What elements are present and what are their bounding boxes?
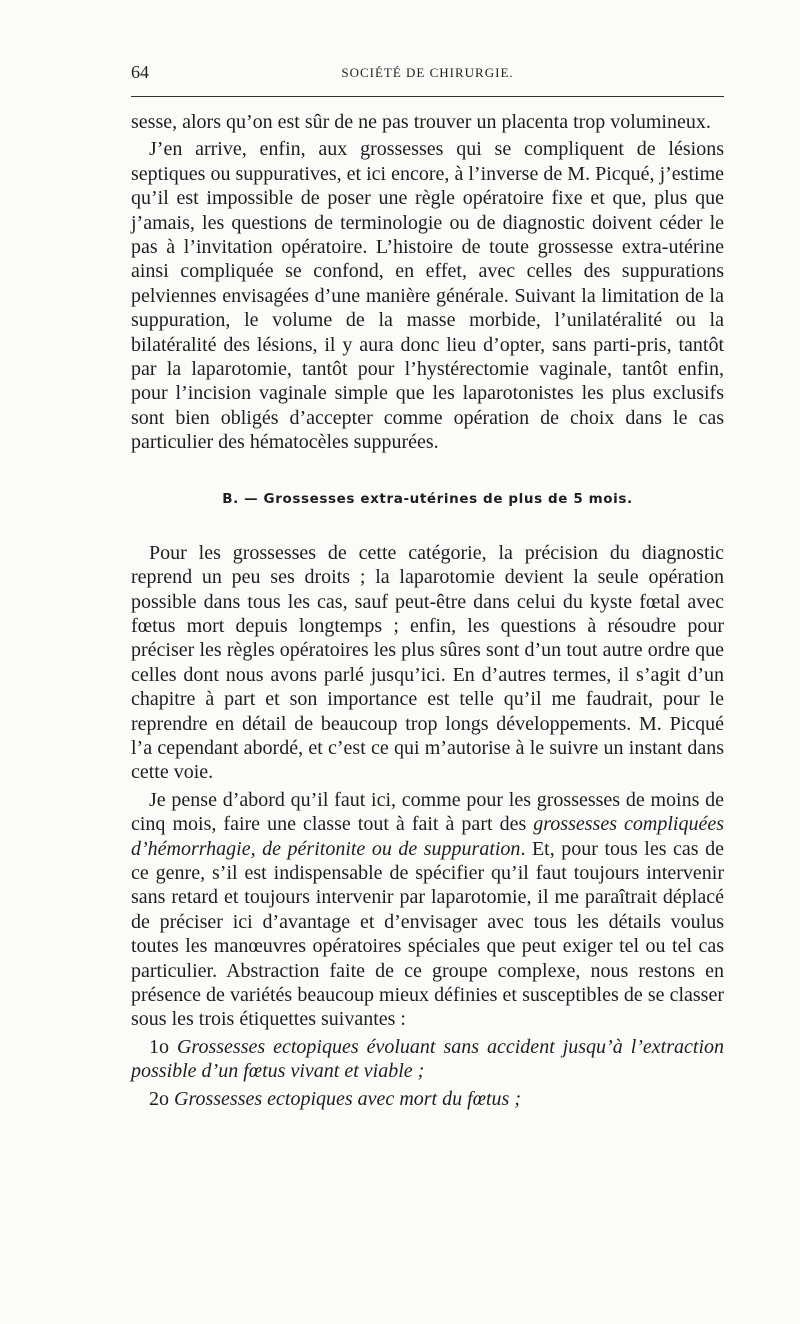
paragraph-3: Pour les grossesses de cette catégorie, la précision du diagnostic reprend un peu ses droits ; la laparotomie devient la seule opération possible dans tous les cas, sauf peut-être dans celui du kyste fœtal avec fœtus mort depuis longtemps ; enfin, les questions à résoudre pour préciser les règles opératoires les plus sûres sont d’un tout autre ordre que celles dont nous avons parlé jusqu’ici. En d’autres termes, il s’agit d’un chapitre à part et son importance est telle qu’il me faudrait, pour le reprendre en détail de beaucoup trop longs développements. M. Picqué l’a cependant abordé, et c’est ce qui m’autorise à le suivre un instant dans cette voie. bbox=[131, 541, 724, 784]
header-rule bbox=[131, 96, 724, 97]
list-item-text: Grossesses ectopiques évoluant sans accident jusqu’à l’extraction possible d’un fœtus vivant et viable ; bbox=[131, 1035, 724, 1083]
paragraph-4 bbox=[131, 788, 724, 1032]
paragraph-4-italic: grossesses compliquées d’hémorrhagie, de péritonite ou de suppuration bbox=[131, 813, 724, 860]
list-item-text: Grossesses ectopiques avec mort du fœtus ; bbox=[174, 1087, 521, 1110]
paragraph-1: sesse, alors qu’on est sûr de ne pas trouver un placenta trop volumineux. bbox=[131, 111, 711, 133]
list-item-number: 1o bbox=[149, 1035, 169, 1058]
page-body bbox=[131, 110, 724, 1111]
list-item-number: 2o bbox=[149, 1087, 169, 1110]
running-title: SOCIÉTÉ DE CHIRURGIE. bbox=[341, 65, 514, 80]
list-item bbox=[131, 1087, 724, 1111]
page-number: 64 bbox=[131, 62, 149, 82]
page-header bbox=[131, 62, 724, 86]
paragraph-4-text-a: Je pense d’abord qu’il faut ici, comme pour les grossesses de moins de cinq mois, faire une classe tout à fait à part des bbox=[131, 788, 724, 836]
section-heading: B. — Grossesses extra-utérines de plus de 5 mois. bbox=[222, 490, 633, 507]
paragraph-4-text-b: . Et, pour tous les cas de ce genre, s’il est indispensable de spécifier qu’il faut toujours intervenir sans retard et toujours intervenir par laparotomie, il me paraîtrait déplacé de préciser ici d’avantage et d’envisager avec tous les détails voulus toutes les manœuvres opératoires spéciales que peut exiger tel ou tel cas particulier. Abstraction faite de ce groupe complexe, nous restons en présence de variétés beaucoup mieux définies et susceptibles de se classer sous les trois étiquettes suivantes : bbox=[131, 837, 724, 1031]
paragraph-2: J’en arrive, enfin, aux grossesses qui se compliquent de lésions septiques ou suppuratives, et ici encore, à l’inverse de M. Picqué, j’estime qu’il est impossible de poser une règle opératoire fixe et que, plus que j’amais, les questions de terminologie ou de diagnostic doivent céder le pas à l’invitation opératoire. L’histoire de toute grossesse extra-utérine ainsi compliquée se confond, en effet, avec celles des suppurations pelviennes envisagées d’une manière générale. Suivant la limitation de la suppuration, le volume de la masse morbide, l’unilatéralité ou la bilatéralité des lésions, il y aura donc lieu d’opter, sans parti-pris, tantôt par la laparotomie, tantôt pour l’hystérectomie vaginale, tantôt enfin, pour l’incision vaginale simple que les laparotonistes les plus exclusifs sont bien obligés d’accepter comme opération de choix dans le cas particulier des hématocèles suppurées. bbox=[131, 138, 724, 454]
list-item bbox=[131, 1035, 724, 1084]
